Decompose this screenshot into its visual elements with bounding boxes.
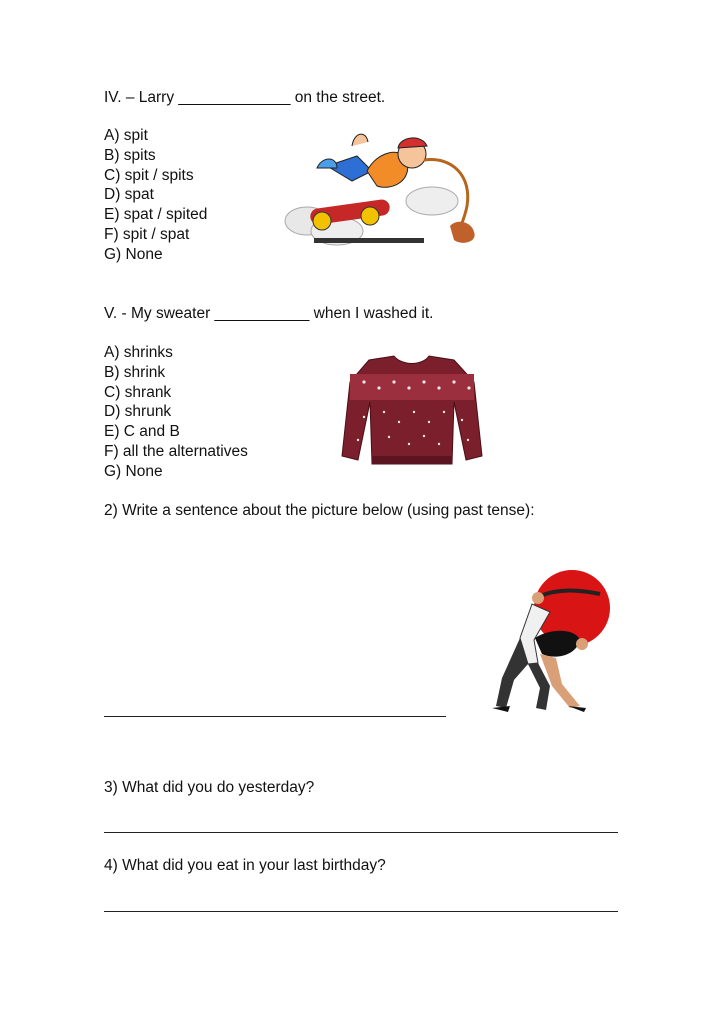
- tango-dancers-illustration: [480, 568, 615, 718]
- question-5-options: [104, 343, 248, 482]
- question-5-prompt: V. - My sweater ___________ when I washed it.: [104, 305, 434, 322]
- option-item: C) spit / spits: [104, 166, 194, 184]
- skateboarder-spitting-illustration: [282, 126, 492, 256]
- option-item: G) None: [104, 462, 163, 480]
- option-item: D) shrunk: [104, 403, 172, 421]
- option-item: D) spat: [104, 186, 154, 204]
- question-4-options: [104, 126, 207, 265]
- option-item: G) None: [104, 245, 163, 263]
- option-item: B) shrink: [104, 363, 166, 381]
- option-item: E) C and B: [104, 423, 180, 441]
- task-3-prompt: 3) What did you do yesterday?: [104, 779, 315, 796]
- answer-line-task-3[interactable]: [104, 832, 618, 833]
- answer-line-task-4[interactable]: [104, 911, 618, 912]
- option-item: A) shrinks: [104, 344, 173, 361]
- task-2-prompt: 2) Write a sentence about the picture below (using past tense):: [104, 502, 535, 519]
- option-item: E) spat / spited: [104, 206, 208, 224]
- option-item: B) spits: [104, 146, 156, 164]
- option-item: F) all the alternatives: [104, 442, 248, 460]
- option-item: F) spit / spat: [104, 225, 190, 243]
- question-4-prompt: IV. – Larry _____________ on the street.: [104, 89, 386, 106]
- task-4-prompt: 4) What did you eat in your last birthday?: [104, 857, 386, 874]
- option-item: A) spit: [104, 127, 148, 144]
- answer-line-task-2[interactable]: [104, 716, 446, 717]
- option-item: C) shrank: [104, 383, 172, 401]
- red-sweater-illustration: [324, 352, 499, 472]
